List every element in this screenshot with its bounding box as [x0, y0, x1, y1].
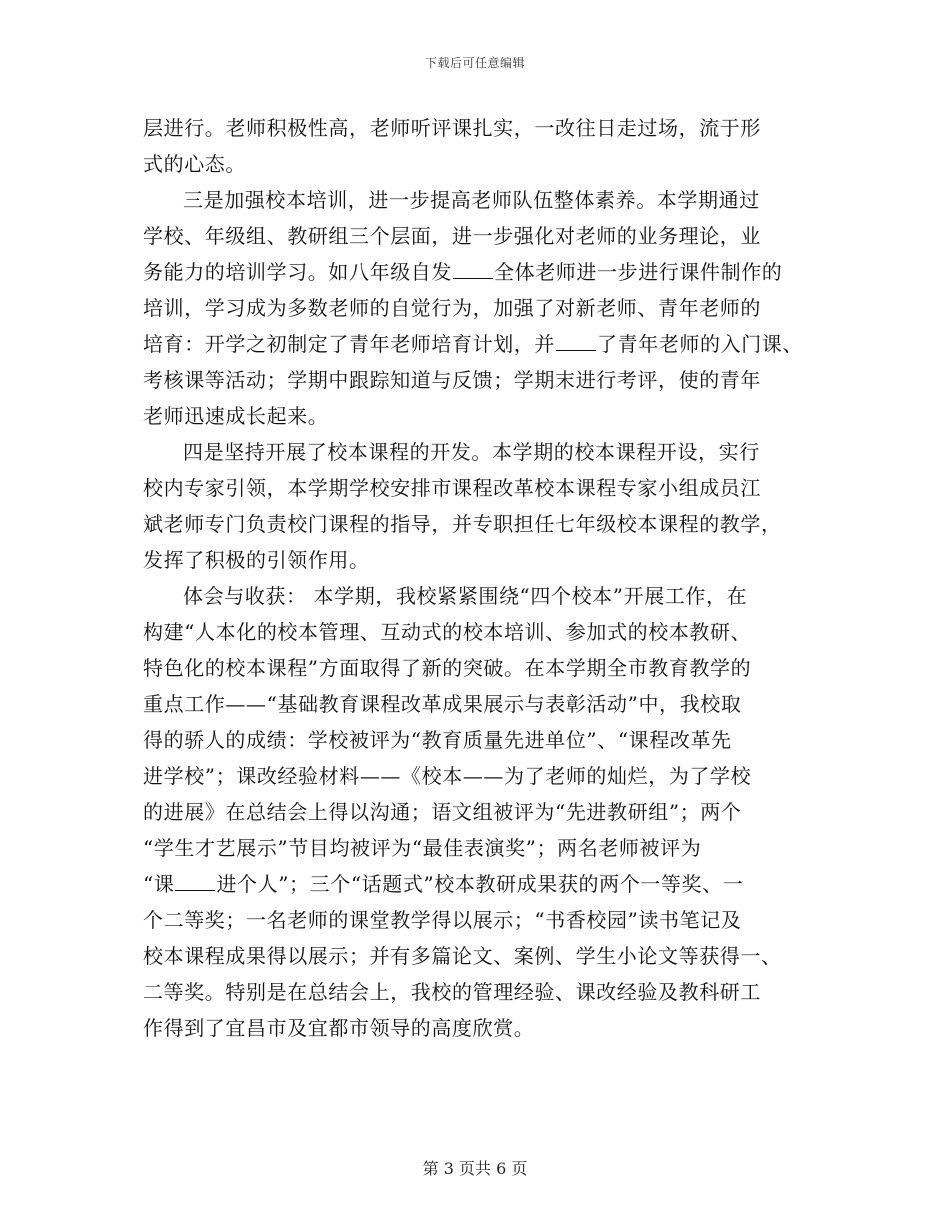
- text-line: [143, 254, 823, 290]
- text-line: 培训，学习成为多数老师的自觉行为，加强了对新老师、青年老师的: [143, 296, 761, 320]
- text-line: 特色化的校本课程”方面取得了新的突破。在本学期全市教育教学的: [143, 656, 752, 680]
- text-line: 发挥了积极的引领作用。: [143, 548, 370, 572]
- page-number: 第 3 页共 6 页: [422, 1159, 528, 1178]
- text-segment: 培育：开学之初制定了青年老师培育计划，并: [143, 332, 555, 356]
- text-line: 学校、年级组、教研组三个层面，进一步强化对老师的业务理论，业: [143, 224, 761, 248]
- fill-blank: [453, 256, 493, 279]
- page-header: 下载后可任意编辑: [424, 56, 525, 70]
- text-line: 考核课等活动；学期中跟踪知道与反馈；学期末进行考评，使的青年: [143, 368, 761, 392]
- text-segment: 全体老师进一步进行课件制作的: [494, 260, 783, 284]
- paragraph-start-line: 三是加强校本培训，进一步提高老师队伍整体素养。本学期通过: [183, 188, 760, 212]
- text-line: 个二等奖；一名老师的课堂教学得以展示；“书香校园”读书笔记及: [143, 908, 742, 932]
- text-line: 二等奖。特别是在总结会上，我校的管理经验、课改经验及教科研工: [143, 980, 761, 1004]
- text-line: 构建“人本化的校本管理、互动式的校本培训、参加式的校本教研、: [143, 620, 752, 644]
- text-line: 校本课程成果得以展示；并有多篇论文、案例、学生小论文等获得一、: [143, 944, 782, 968]
- text-line: 层进行。老师积极性高，老师听评课扎实，一改往日走过场，流于形: [143, 116, 761, 140]
- text-line: 斌老师专门负责校门课程的指导，并专职担任七年级校本课程的教学，: [143, 512, 782, 536]
- text-line: [143, 326, 823, 362]
- text-line: “学生才艺展示”节目均被评为“最佳表演奖”；两名老师被评为: [143, 836, 702, 860]
- paragraph-start-line: 四是坚持开展了校本课程的开发。本学期的校本课程开设，实行: [183, 440, 760, 464]
- text-segment: 进个人”；三个“话题式”校本教研成果获的两个一等奖、一: [216, 872, 744, 896]
- text-segment: “课: [143, 872, 175, 896]
- text-line: 重点工作——“基础教育课程改革成果展示与表彰活动”中，我校取: [143, 692, 742, 716]
- text-line: 式的心态。: [143, 152, 246, 176]
- text-segment: 了青年老师的入门课、: [597, 332, 803, 356]
- text-line: 老师迅速成长起来。: [143, 404, 329, 428]
- fill-blank: [556, 328, 596, 351]
- document-body: [143, 110, 823, 1046]
- text-line: 的进展》在总结会上得以沟通；语文组被评为“先进教研组”；两个: [143, 800, 742, 824]
- text-line: 得的骄人的成绩：学校被评为“教育质量先进单位”、“课程改革先: [143, 728, 732, 752]
- text-line: 作得到了宜昌市及宜都市领导的高度欣赏。: [143, 1016, 535, 1040]
- fill-blank: [175, 868, 215, 891]
- text-line: 进学校”；课改经验材料——《校本——为了老师的灿烂，为了学校: [143, 764, 752, 788]
- text-line: 校内专家引领，本学期学校安排市课程改革校本课程专家小组成员江: [143, 476, 761, 500]
- paragraph-start-line: 体会与收获： 本学期，我校紧紧围绕“四个校本”开展工作，在: [183, 584, 748, 608]
- text-segment: 务能力的培训学习。如八年级自发: [143, 260, 452, 284]
- text-line: [143, 866, 823, 902]
